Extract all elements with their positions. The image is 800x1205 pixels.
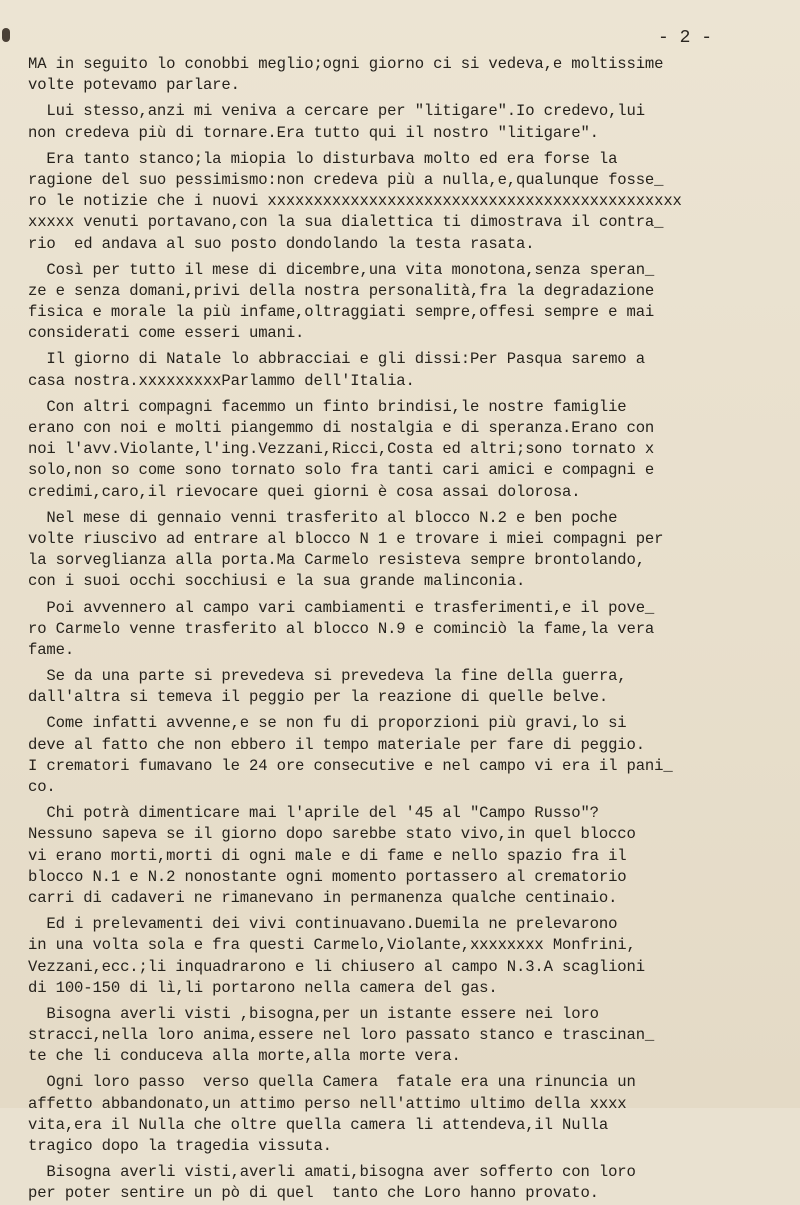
text-line: co. bbox=[28, 778, 56, 796]
paragraph bbox=[28, 54, 788, 96]
text-line: Vezzani,ecc.;li inquadrarono e li chiusero al campo N.3.A scaglioni bbox=[28, 957, 645, 976]
text-line: con i suoi occhi socchiusi e la sua grande malinconia. bbox=[28, 572, 526, 591]
text-line: ro le notizie che i nuovi xxxxxxxxxxxxxxxxxxxxxxxxxxxxxxxxxxxxxxxxxxxxx bbox=[28, 192, 682, 211]
paragraph bbox=[28, 598, 788, 662]
text-line: credimi,caro,il rievocare quei giorni è cosa assai dolorosa. bbox=[28, 482, 581, 501]
paragraph bbox=[28, 397, 788, 503]
text-line: fisica e morale la più infame,oltraggiati sempre,offesi sempre e mai bbox=[28, 303, 655, 322]
paragraph bbox=[28, 914, 788, 999]
text-line: considerati come esseri umani. bbox=[28, 324, 305, 343]
text-line: vi erano morti,morti di ogni male e di fame e nello spazio fra il bbox=[28, 846, 627, 865]
text-line: Nessuno sapeva se il giorno dopo sarebbe stato vivo,in quel blocco bbox=[28, 825, 636, 844]
text-line: Ogni loro passo verso quella Camera fatale era una rinuncia un bbox=[28, 1073, 636, 1092]
text-line: Se da una parte si prevedeva si prevedeva la fine della guerra, bbox=[28, 667, 627, 686]
text-line: Come infatti avvenne,e se non fu di proporzioni più gravi,lo si bbox=[28, 714, 627, 733]
text-line: Poi avvennero al campo vari cambiamenti e trasferimenti,e il pove_ bbox=[28, 598, 655, 617]
text-line: solo,non so come sono tornato solo fra tanti cari amici e compagni e bbox=[28, 461, 655, 480]
text-line: stracci,nella loro anima,essere nel loro passato stanco e trascinan_ bbox=[28, 1026, 655, 1045]
text-line: volte potevamo parlare. bbox=[28, 76, 240, 95]
text-line: Bisogna averli visti ,bisogna,per un istante essere nei loro bbox=[28, 1004, 599, 1023]
text-line: te che li conduceva alla morte,alla morte vera. bbox=[28, 1047, 461, 1066]
text-line: tragico dopo la tragedia vissuta. bbox=[28, 1137, 332, 1155]
text-line: fame. bbox=[28, 640, 75, 659]
paragraph bbox=[28, 1162, 788, 1204]
text-line: Era tanto stanco;la miopia lo disturbava molto ed era forse la bbox=[28, 149, 618, 168]
paragraph bbox=[28, 1004, 788, 1068]
text-line: Ed i prelevamenti dei vivi continuavano.Duemila ne prelevarono bbox=[28, 915, 618, 934]
text-line: la sorveglianza alla porta.Ma Carmelo resisteva sempre brontolando, bbox=[28, 551, 645, 570]
text-line: casa nostra.xxxxxxxxxParlammo dell'Italia. bbox=[28, 371, 415, 390]
text-line: Lui stesso,anzi mi veniva a cercare per "litigare".Io credevo,lui bbox=[28, 102, 645, 121]
text-line: Chi potrà dimenticare mai l'aprile del '45 al "Campo Russo"? bbox=[28, 804, 599, 823]
text-line: volte riuscivo ad entrare al blocco N 1 e trovare i miei compagni per bbox=[28, 529, 664, 548]
paragraph bbox=[28, 508, 788, 593]
text-line: xxxxx venuti portavano,con la sua dialettica ti dimostrava il contra_ bbox=[28, 213, 664, 232]
text-line: vita,era il Nulla che oltre quella camera li attendeva,il Nulla bbox=[28, 1115, 609, 1134]
text-line: deve al fatto che non ebbero il tempo materiale per fare di peggio. bbox=[28, 735, 645, 754]
text-line: dall'altra si temeva il peggio per la reazione di quelle belve. bbox=[28, 688, 609, 707]
text-line: MA in seguito lo conobbi meglio;ogni giorno ci si vedeva,e moltissime bbox=[28, 55, 664, 73]
text-line: noi l'avv.Violante,l'ing.Vezzani,Ricci,Costa ed altri;sono tornato x bbox=[28, 440, 655, 459]
text-line: ragione del suo pessimismo:non credeva più a nulla,e,qualunque fosse_ bbox=[28, 170, 664, 189]
punch-hole bbox=[2, 28, 10, 42]
paragraph bbox=[28, 149, 788, 255]
paragraph bbox=[28, 349, 788, 391]
text-line: rio ed andava al suo posto dondolando la testa rasata. bbox=[28, 234, 535, 253]
page-number: - 2 - bbox=[657, 28, 712, 48]
text-line: Così per tutto il mese di dicembre,una vita monotona,senza speran_ bbox=[28, 260, 655, 279]
text-line: di 100-150 di lì,li portarono nella camera del gas. bbox=[28, 978, 498, 997]
text-line: Il giorno di Natale lo abbracciai e gli dissi:Per Pasqua saremo a bbox=[28, 350, 645, 369]
text-line: Bisogna averli visti,averli amati,bisogna aver sofferto con loro bbox=[28, 1163, 636, 1182]
text-line: blocco N.1 e N.2 nonostante ogni momento portassero al crematorio bbox=[28, 867, 627, 886]
text-line: ro Carmelo venne trasferito al blocco N.9 e cominciò la fame,la vera bbox=[28, 619, 655, 638]
text-line: Nel mese di gennaio venni trasferito al blocco N.2 e ben poche bbox=[28, 508, 618, 527]
text-line: ze e senza domani,privi della nostra personalità,fra la degradazione bbox=[28, 281, 655, 300]
paragraph bbox=[28, 101, 788, 143]
text-line: per poter sentire un pò di quel tanto che Loro hanno provato. bbox=[28, 1184, 599, 1203]
text-line: erano con noi e molti piangemmo di nostalgia e di speranza.Erano con bbox=[28, 419, 655, 437]
paragraph bbox=[28, 713, 788, 798]
text-line: in una volta sola e fra questi Carmelo,Violante,xxxxxxxx Monfrini, bbox=[28, 936, 636, 955]
paragraph bbox=[28, 260, 788, 345]
text-line: carri di cadaveri ne rimanevano in permanenza qualche centinaio. bbox=[28, 888, 618, 907]
paragraph bbox=[28, 803, 788, 909]
text-line: I crematori fumavano le 24 ore consecutive e nel campo vi era il pani_ bbox=[28, 756, 673, 775]
paragraph bbox=[28, 666, 788, 708]
body-text bbox=[28, 54, 788, 1205]
text-line: non credeva più di tornare.Era tutto qui il nostro "litigare". bbox=[28, 123, 599, 142]
text-line: Con altri compagni facemmo un finto brindisi,le nostre famiglie bbox=[28, 397, 627, 416]
text-line: affetto abbandonato,un attimo perso nell'attimo ultimo della xxxx bbox=[28, 1094, 627, 1113]
paragraph bbox=[28, 1072, 788, 1157]
